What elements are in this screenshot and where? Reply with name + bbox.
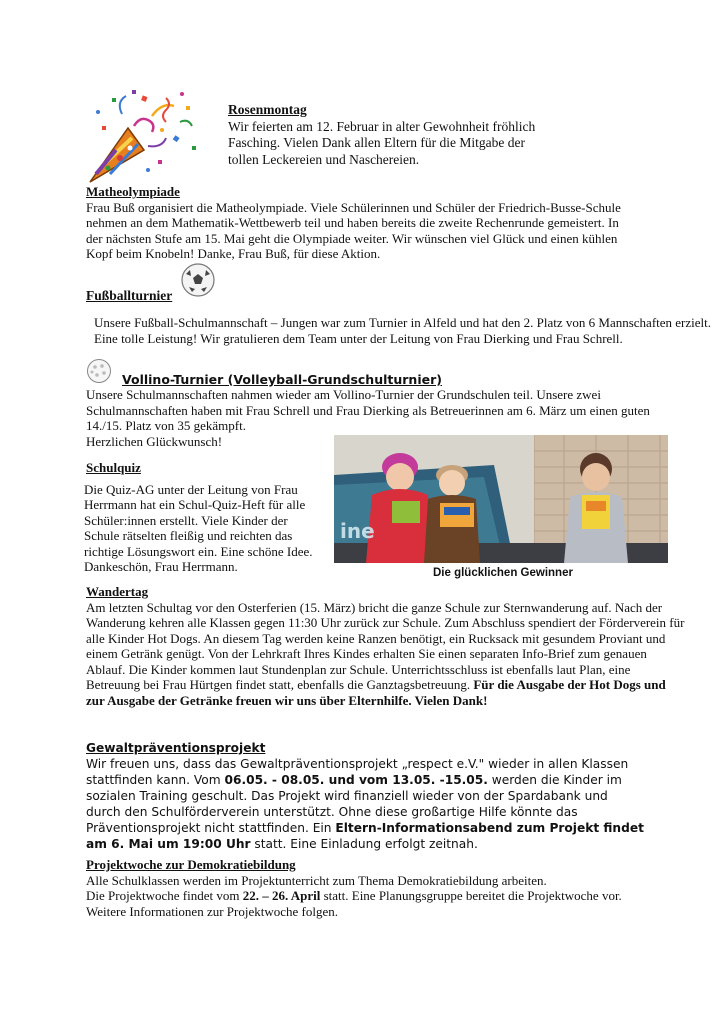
gewalt-text-1: Wir freuen uns, dass das Gewaltpräventionsprojekt „respect e.V." wieder in allen Klassen stattfinden kann. Vom bbox=[86, 757, 629, 787]
wandertag-title: Wandertag bbox=[86, 584, 149, 599]
soccer-ball-icon bbox=[180, 262, 216, 298]
gewalt-title: Gewaltpräventionsprojekt bbox=[86, 741, 266, 755]
vollino-section bbox=[86, 387, 686, 434]
wandertag-bold: Für die Ausgabe der Hot Dogs und zur Ausgabe der Getränke freuen wir uns über Elternhilfe. Vielen Dank! bbox=[86, 677, 666, 708]
photo-wall-text: ine bbox=[340, 519, 375, 543]
vollino-title: Vollino-Turnier (Volleyball-Grundschulturnier) bbox=[122, 372, 442, 387]
demokratie-line1: Alle Schulklassen werden im Projektunterricht zum Thema Demokratiebildung arbeiten. bbox=[86, 872, 547, 888]
gewalt-section bbox=[86, 740, 646, 852]
schulquiz-section bbox=[86, 460, 324, 575]
wandertag-text: Am letzten Schultag vor den Osterferien (15. März) bricht die ganze Schule zur Sternwanderung auf. Nach der Wanderung kehren alle Klassen gegen 11:30 Uhr zurück zur Schule. Zum Abschluss spendiert der Förderverein für alle Kinder Hot Dogs. An diesem Tag werden keine Ranzen benötigt, ein Rucksack mit gesundem Proviant und einem Getränk genügt. Von der Lehrkraft Ihres Kindes erhalten Sie einen separaten Info-Brief zum genauen Ablauf. Die Kinder kommen laut Stundenplan zur Schule. Unterrichtsschluss ist ebenfalls laut Plan, eine Betreuung bei Frau Hürtgen findet statt, ebenfalls die Ganztagsbetreuung. bbox=[86, 599, 685, 692]
rosenmontag-title: Rosenmontag bbox=[228, 102, 307, 117]
rosenmontag-section bbox=[228, 102, 548, 168]
matheolympiade-text: Frau Buß organisiert die Matheolympiade. Viele Schülerinnen und Schüler der Friedrich-Busse-Schule nehmen an dem Mathematik-Wettbewerb teil und haben bereits die zweite Rechenrunde gemeistert. In der nächsten Stufe am 15. Mai geht die Olympiade weiter. Wir wünschen viel Glück und einen kühlen Kopf beim Knobeln! Danke, Frau Buß, für diese Aktion. bbox=[86, 199, 621, 261]
winners-photo bbox=[334, 435, 668, 563]
gewalt-text-3: statt. Eine Einladung erfolgt zeitnah. bbox=[250, 837, 478, 851]
fussballturnier-text: Unsere Fußball-Schulmannschaft – Jungen war zum Turnier in Alfeld und hat den 2. Platz von 6 Mannschaften erzielt. Eine tolle Leistung! Wir gratulieren dem Team unter der Leitung von Frau Dierking und Frau Schrell. bbox=[94, 315, 712, 346]
confetti-party-popper-icon bbox=[82, 86, 202, 186]
gewalt-dates: 06.05. - 08.05. und vom 13.05. -15.05. bbox=[224, 773, 488, 787]
demokratie-text-1: Die Projektwoche findet vom bbox=[86, 888, 243, 903]
vollino-text: Unsere Schulmannschaften nahmen wieder am Vollino-Turnier der Grundschulen teil. Unsere zwei Schulmannschaften haben mit Frau Schrell und Frau Dierking als Betreuerinnen am 6. März um einen guten 14./15. Platz von 35 gekämpft. bbox=[86, 387, 650, 433]
vollino-closing: Herzlichen Glückwunsch! bbox=[86, 434, 223, 449]
gewalt-text-2: werden die Kinder im sozialen Training geschult. Das Projekt wird finanziell wieder von der Spardabank und durch den Schulförderverein unterstützt. Ohne diese großartige Hilfe könnte das Präventionsprojekt nicht stattfinden. Ein bbox=[86, 773, 622, 835]
gewalt-infoabend: Eltern-Informationsabend zum Projekt findet am 6. Mai um 19:00 Uhr bbox=[86, 821, 644, 851]
wandertag-section bbox=[86, 584, 686, 708]
demokratie-title: Projektwoche zur Demokratiebildung bbox=[86, 857, 296, 872]
fussballturnier-title: Fußballturnier bbox=[86, 288, 173, 303]
schulquiz-title: Schulquiz bbox=[86, 460, 141, 475]
rosenmontag-text: Wir feierten am 12. Februar in alter Gewohnheit fröhlich Fasching. Vielen Dank allen Eltern für die Mitgabe der tollen Leckereien und Naschereien. bbox=[228, 118, 536, 167]
demokratie-section bbox=[86, 857, 646, 919]
matheolympiade-section bbox=[86, 184, 626, 262]
matheolympiade-title: Matheolympiade bbox=[86, 184, 180, 199]
photo-caption: Die glücklichen Gewinner bbox=[433, 567, 573, 579]
schulquiz-text: Die Quiz-AG unter der Leitung von Frau Herrmann hat ein Schul-Quiz-Heft für alle Schüler:innen erstellt. Viele Kinder der Schule rätselten fleißig und reichten das richtige Lösungswort ein. Eine schöne Idee. Dankeschön, Frau Herrmann. bbox=[84, 481, 313, 574]
demokratie-text-2: statt. Eine Planungsgruppe bereitet die Projektwoche vor. Weitere Informationen zur Projektwoche folgen. bbox=[86, 888, 622, 919]
volleyball-icon bbox=[86, 358, 112, 384]
demokratie-dates: 22. – 26. April bbox=[242, 888, 321, 903]
